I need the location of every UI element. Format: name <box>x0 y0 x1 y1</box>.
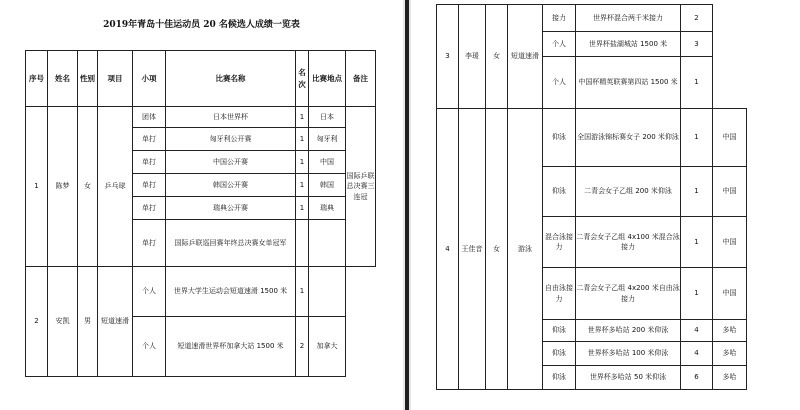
results-table-right <box>436 4 777 390</box>
place: 中国 <box>713 217 747 268</box>
rank: 1 <box>681 167 713 217</box>
athlete-gender: 男 <box>78 267 98 377</box>
page-divider <box>405 0 409 410</box>
results-table-left <box>25 50 376 377</box>
sub-event: 仰泳 <box>543 342 576 366</box>
athlete-sport: 游泳 <box>508 109 543 390</box>
event-name: 全国游泳锦标赛女子 200 米仰泳 <box>576 109 681 167</box>
sub-event: 混合泳接力 <box>543 217 576 268</box>
remark <box>747 32 777 57</box>
event-name: 韩国公开赛 <box>166 174 296 197</box>
place: 日本 <box>309 107 346 128</box>
place <box>309 220 346 267</box>
rank: 2 <box>296 317 309 377</box>
rank: 4 <box>681 342 713 366</box>
header-sub-event: 小项 <box>133 51 166 107</box>
place: 韩国 <box>309 174 346 197</box>
event-name: 二青会女子乙组 200 米仰泳 <box>576 167 681 217</box>
place: 瑞典 <box>309 197 346 220</box>
athlete-no: 4 <box>437 109 459 390</box>
event-name: 日本世界杯 <box>166 107 296 128</box>
rank <box>296 220 309 267</box>
place <box>713 32 747 57</box>
athlete-gender: 女 <box>486 5 508 109</box>
athlete-name: 陈梦 <box>48 107 78 267</box>
header-remark: 备注 <box>346 51 376 107</box>
athlete-no: 1 <box>26 107 48 267</box>
athlete-sport: 短道速滑 <box>508 5 543 109</box>
document-title: 2019年青岛十佳运动员 20 名候选人成绩一览表 <box>103 20 300 30</box>
event-name: 国际乒联巡回赛年终总决赛女单冠军 <box>166 220 296 267</box>
table-row <box>437 109 777 167</box>
sub-event: 单打 <box>133 151 166 174</box>
remark <box>747 5 777 32</box>
event-name: 世界杯盐湖城站 1500 米 <box>576 32 681 57</box>
event-name: 中国杯精英联赛第四站 1500 米 <box>576 57 681 109</box>
rank: 1 <box>681 57 713 109</box>
document-page-right <box>411 0 800 410</box>
event-name: 世界杯多哈站 200 米仰泳 <box>576 320 681 342</box>
rank: 1 <box>681 268 713 320</box>
athlete-name: 王佳音 <box>459 109 486 390</box>
sub-event: 团体 <box>133 107 166 128</box>
sub-event: 个人 <box>543 32 576 57</box>
sub-event: 单打 <box>133 128 166 151</box>
sub-event: 单打 <box>133 197 166 220</box>
event-name: 中国公开赛 <box>166 151 296 174</box>
header-place: 比赛地点 <box>309 51 346 107</box>
rank: 1 <box>296 197 309 220</box>
header-gender: 性别 <box>78 51 98 107</box>
athlete-name: 安凯 <box>48 267 78 377</box>
rank: 3 <box>681 32 713 57</box>
sub-event: 个人 <box>133 267 166 317</box>
rank: 4 <box>681 320 713 342</box>
table-row <box>437 5 777 32</box>
athlete-gender: 女 <box>486 109 508 390</box>
header-sport: 项目 <box>98 51 133 107</box>
header-rank: 名次 <box>296 51 309 107</box>
rank: 1 <box>296 128 309 151</box>
sub-event: 仰泳 <box>543 167 576 217</box>
event-name: 世界杯多哈站 100 米仰泳 <box>576 342 681 366</box>
sub-event: 个人 <box>133 317 166 377</box>
athlete-no: 3 <box>437 5 459 109</box>
place: 中国 <box>713 167 747 217</box>
event-name: 二青会女子乙组 4x200 米自由泳接力 <box>576 268 681 320</box>
remark <box>346 267 376 377</box>
header-no: 序号 <box>26 51 48 107</box>
sub-event: 仰泳 <box>543 366 576 390</box>
place: 中国 <box>713 268 747 320</box>
rank: 1 <box>296 267 309 317</box>
event-name: 世界杯多哈站 50 米仰泳 <box>576 366 681 390</box>
rank: 1 <box>296 107 309 128</box>
remark <box>747 57 777 109</box>
event-name: 世界大学生运动会短道速滑 1500 米 <box>166 267 296 317</box>
rank: 6 <box>681 366 713 390</box>
event-name: 匈牙利公开赛 <box>166 128 296 151</box>
place: 多哈 <box>713 342 747 366</box>
sub-event: 仰泳 <box>543 320 576 342</box>
event-name: 短道速滑世界杯加拿大站 1500 米 <box>166 317 296 377</box>
place: 加拿大 <box>309 317 346 377</box>
athlete-sport: 乒乓球 <box>98 107 133 267</box>
rank: 1 <box>296 151 309 174</box>
athlete-sport: 短道速滑 <box>98 267 133 377</box>
sub-event: 自由泳接力 <box>543 268 576 320</box>
event-name: 世界杯混合两千米接力 <box>576 5 681 32</box>
athlete-name: 李瑗 <box>459 5 486 109</box>
table-row <box>26 107 376 128</box>
athlete-no: 2 <box>26 267 48 377</box>
place <box>309 267 346 317</box>
remark <box>747 109 777 390</box>
rank: 2 <box>681 5 713 32</box>
header-name: 姓名 <box>48 51 78 107</box>
place <box>713 57 747 109</box>
sub-event: 单打 <box>133 220 166 267</box>
place: 多哈 <box>713 320 747 342</box>
header-event: 比赛名称 <box>166 51 296 107</box>
remark: 国际乒联总决赛三连冠 <box>346 107 376 267</box>
event-name: 二青会女子乙组 4x100 米混合泳接力 <box>576 217 681 268</box>
place: 匈牙利 <box>309 128 346 151</box>
place: 中国 <box>309 151 346 174</box>
athlete-gender: 女 <box>78 107 98 267</box>
sub-event: 单打 <box>133 174 166 197</box>
place <box>713 5 747 32</box>
place: 多哈 <box>713 366 747 390</box>
sub-event: 仰泳 <box>543 109 576 167</box>
sub-event: 接力 <box>543 5 576 32</box>
rank: 1 <box>681 217 713 268</box>
sub-event: 个人 <box>543 57 576 109</box>
event-name: 瑞典公开赛 <box>166 197 296 220</box>
place: 中国 <box>713 109 747 167</box>
rank: 1 <box>296 174 309 197</box>
rank: 1 <box>681 109 713 167</box>
table-row <box>26 267 376 317</box>
header-row <box>26 51 376 107</box>
